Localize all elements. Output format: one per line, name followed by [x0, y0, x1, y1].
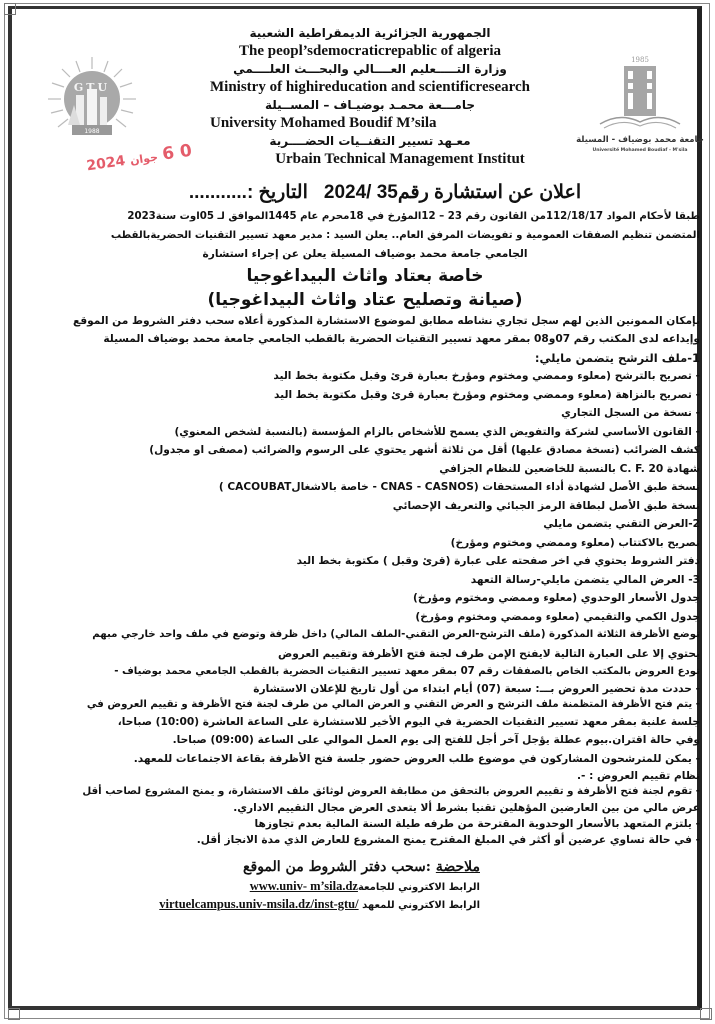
- institute-logo-letters: GTU: [73, 81, 111, 94]
- border-corner-ornament: [8, 1008, 20, 1020]
- body-line: - حددت مدة تحضير العروض بـــ: سبعة (07) أيام ابتداء من أول تاريخ للإعلان الاستشارة: [253, 682, 700, 695]
- body-line: جلسة علنية بمقر معهد تسيير التقنيات الحضرية في اليوم الأخير للاستشارة على الساعة العاشرة (10:00) صباحا،: [117, 715, 700, 728]
- university-name-en: University Mohamed Boudif M’sila: [210, 115, 437, 131]
- institute-link-label: الرابط الاكتروني للمعهد: [358, 900, 480, 911]
- ministry-name-ar: وزارة التـــــعليم العــــالي والبحـــث العلــــمي: [233, 62, 507, 76]
- body-line: نسخة طبق الأصل لشهادة أداء المستحقات (CNAS - CASNOS - خاصة بالاشغالCACOUBAT ): [218, 481, 700, 493]
- letterhead: [180, 24, 560, 168]
- announcement-title: [60, 181, 710, 204]
- ministry-name-en: Ministry of highireducation and scientificresearch: [210, 79, 530, 95]
- body-line: - القانون الأساسي لشركة والتفويض الذي يسمح للأشخاص بالزام المؤسسة (بالنسبة لشخص المعنوي): [174, 425, 700, 438]
- evaluation-line: - في حالة تساوي عرضين أو أكثر في المبلغ المقترح يمنح المشروع للعارض الذي مدة الانجاز أقل.: [196, 834, 700, 846]
- university-logo-name-ar: جامعة محمد بوضياف - المسيلة: [576, 135, 704, 145]
- note-label: ملاحضة: [435, 859, 480, 875]
- section-heading: 1-ملف الترشح يتضمن مايلي:: [534, 350, 700, 365]
- stamp-month: جوان: [129, 150, 159, 168]
- university-logo: [576, 52, 704, 172]
- note: [30, 856, 700, 878]
- intro-line: المتضمن تنظيم الصفقات العمومية و تفويضات المرفق العام.. يعلن السيد : مدير معهد تسيير التقنيات الحضريةبالقطب: [110, 229, 700, 241]
- body-line: بإمكان الممونين الذين لهم سجل تجاري نشاطه مطابق لموضوع الاستشارة المذكورة أعلاه سحب دفتر الشروط من الموقع: [72, 314, 700, 327]
- announcement-body: [30, 208, 700, 914]
- intro-line: الجامعي جامعة محمد بوضياف المسيلة يعلن عن إجراء استشارة: [202, 248, 528, 260]
- border-corner-ornament: [4, 3, 16, 15]
- body-line: توضع الأظرفة الثلاثة المذكورة (ملف الترشح-العرض التقني-الملف المالي) داخل ظرفة وتوضع في ملف واحد خارجي مبهم: [92, 629, 700, 640]
- body-line: - تصريح بالترشح (معلوء وممضي ومختوم ومؤرخ بعبارة قرئ وقبل مكتوبة بخط اليد: [273, 370, 700, 382]
- body-line: تصريح بالاكتتاب (معلوء وممضي ومختوم ومؤرخ): [450, 536, 700, 549]
- republic-name-ar: الجمهورية الجزائرية الديمقراطية الشعبية: [249, 26, 491, 40]
- university-link-row: [30, 878, 700, 896]
- body-line: وفي حالة اقتران.بيوم عطلة يؤجل آخر أجل للفتح إلى يوم العمل الموالي على الساعة (09:00) صباحا.: [172, 734, 700, 746]
- university-website-link[interactable]: www.univ- m’sila.dz: [249, 879, 358, 893]
- republic-name-en: The peopl’sdemocraticrepablic of algeria: [238, 43, 502, 59]
- body-line: - يتم فتح الأظرفة المتظمنة ملف الترشح و العرض التقني و العرض المالي من طرف لجنة فتح الأظرفة و تقييم العروض في: [86, 698, 700, 710]
- section-heading: 3- العرض المالي يتضمن مايلي-رسالة التعهد: [470, 573, 700, 586]
- intro-line: طبقا لأحكام المواد 112/18/17من القانون رقم 23 – 12المؤرخ في 18محرم عام 1445الموافق لـ 05اوت سنة2023: [127, 211, 700, 222]
- institute-name-ar: معـهد تسيير التقنــيات الحضــــرية: [269, 134, 471, 148]
- announcement-number: اعلان عن استشارة رقم35 /2024: [323, 182, 582, 203]
- evaluation-line: عرض مالي من بين العارضين المؤهلين تقنيا بشرط ألا يتعدى العرض مجال التقييم الاداري.: [233, 802, 700, 814]
- stamp-year: 2024: [85, 153, 127, 175]
- body-line: شهادة C. F. 20 بالنسبة للخاضعين للنظام الجزافي: [439, 462, 700, 475]
- body-line: كشف الضرائب (نسخة مصادق عليها) أقل من ثلاثة أشهر يحتوي على الرسوم والضرائب (مصفى او مجدول): [149, 444, 700, 456]
- body-line: نسخة طبق الأصل لبطاقة الرمز الجبائي والتعريف الإحصائي: [392, 499, 700, 512]
- announcement-date-label: التاريخ :...........: [188, 182, 308, 203]
- body-line: تودع العروض بالمكتب الخاص بالصفقات رقم 07 بمقر معهد تسيير التقنيات الحضرية بالقطب الجامعي محمد بوضياف -: [114, 666, 700, 677]
- institute-logo: [46, 55, 138, 145]
- subject-detail: (صيانة وتصليح عتاد واثاث البيداغوجيا): [207, 289, 523, 310]
- border-corner-ornament: [700, 1008, 712, 1020]
- university-link-label: الرابط الاكتروني للجامعة: [357, 882, 480, 893]
- evaluation-heading: نظام تقييم العروض : -.: [576, 770, 700, 782]
- body-line: - نسخة من السجل التجاري: [561, 407, 700, 419]
- subject-line: خاصة بعتاد واثاث البيداغوجيا: [246, 265, 484, 286]
- body-line: دفتر الشروط يحتوي في اخر صفحته على عبارة (قرئ وقبل ) مكتوبة بخط اليد: [296, 555, 700, 567]
- body-line: - يمكن للمترشحون المشاركون في موضوع طلب العروض حضور جلسة فتح الأظرفة بقاعة الاجتماعات للمعهد.: [133, 752, 700, 765]
- university-name-ar: جامـــعة محمـد بوضيـاف – المســيلة: [264, 98, 476, 112]
- evaluation-line: - تقوم لجنة فتح الأظرفة و تقييم العروض بالتحقق من مطابقة العروض لوثائق ملف الاستشارة، و يمنح المشروع لصاحب أقل: [82, 786, 700, 797]
- body-line: - تصريح بالنزاهة (معلوء وممضي ومختوم ومؤرخ بعبارة قرئ وقبل مكتوبة بخط اليد: [274, 388, 700, 401]
- university-logo-year: 1985: [631, 56, 649, 64]
- body-line: جدول الكمي والتقيمي (معلوء وممضي ومختوم ومؤرخ): [415, 610, 700, 623]
- body-line: جدول الأسعار الوحدوي (معلوء وممضي ومختوم ومؤرخ): [413, 592, 700, 604]
- university-logo-name-en: Université Mohamed Boudiaf - M'sila: [592, 148, 688, 153]
- stamp-day: 0 6: [161, 140, 194, 165]
- section-heading: 2-العرض التقني يتضمن مايلي: [543, 518, 700, 530]
- institute-name-en: Urbain Technical Management Institut: [275, 151, 525, 167]
- note-text: :سحب دفتر الشروط من الموقع: [243, 859, 436, 875]
- institute-link-row: [30, 896, 700, 914]
- institute-logo-year: 1988: [84, 128, 100, 135]
- institute-website-link[interactable]: virtuelcampus.univ-msila.dz/inst-gtu/: [159, 897, 359, 911]
- body-line: وإيداعه لدى المكتب رقم 07و08 بمقر معهد تسيير التقنيات الحضرية بالقطب الجامعي جامعة محمد بوضياف المسيلة: [103, 333, 700, 345]
- body-line: يحتوي إلا على العبارة التالية لايفتح الإمن طرف لجنة فتح الأظرفة وتقييم العروض: [277, 647, 700, 660]
- evaluation-line: - يلتزم المتعهد بالأسعار الوحدوية المقترحة من طرفه طيلة السنة المالية بعدم تجاوزها: [254, 818, 700, 830]
